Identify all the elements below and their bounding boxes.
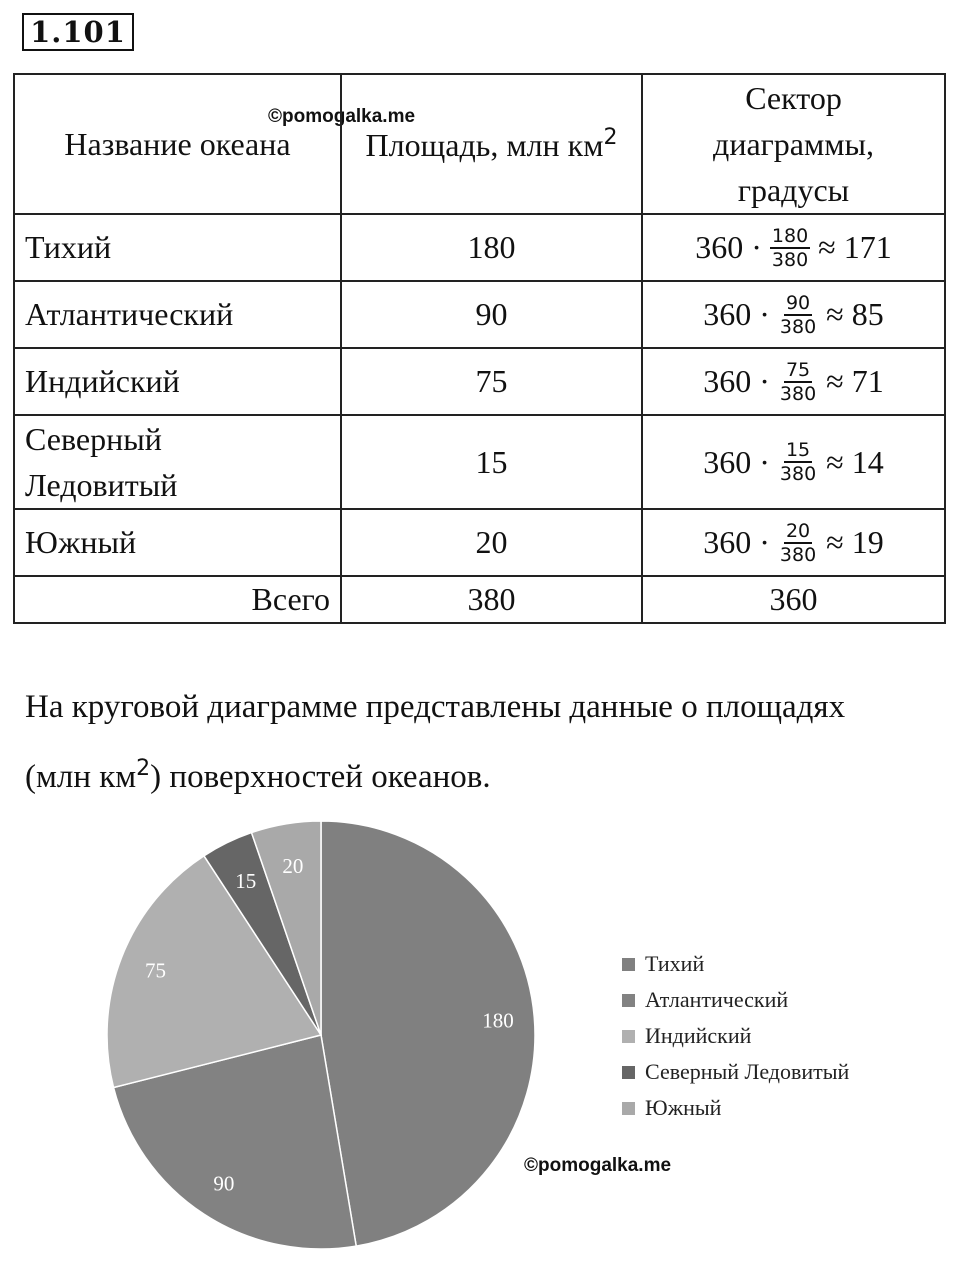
paragraph-line-2-a: (млн км	[25, 759, 137, 795]
formula-result: ≈ 171	[818, 229, 892, 265]
pie-data-label: 15	[235, 869, 257, 894]
cell-area: 15	[341, 415, 642, 509]
fraction	[770, 225, 810, 271]
header-sector-line-1: Сектор	[745, 80, 842, 116]
cell-area: 20	[341, 509, 642, 576]
cell-area: 90	[341, 281, 642, 348]
formula-result: ≈ 71	[826, 363, 884, 399]
legend-item	[622, 1018, 849, 1054]
legend-label: Северный Ледовитый	[645, 1059, 850, 1084]
legend-swatch	[622, 1030, 635, 1043]
cell-ocean-name	[14, 415, 341, 509]
legend-item	[622, 946, 849, 982]
ocean-name-line-1: Северный	[25, 421, 162, 457]
fraction-denominator: 380	[779, 382, 817, 405]
formula-result: ≈ 85	[826, 296, 884, 332]
table-row	[14, 214, 945, 281]
formula-left: 360 ·	[695, 229, 762, 265]
fraction	[778, 292, 818, 338]
header-area	[341, 74, 642, 214]
total-sector: 360	[642, 576, 945, 623]
legend-item	[622, 1054, 849, 1090]
formula-left: 360 ·	[703, 363, 770, 399]
fraction-denominator: 380	[779, 463, 817, 485]
header-name	[14, 74, 341, 214]
legend-label: Индийский	[645, 1023, 752, 1048]
header-area-sup: 2	[603, 124, 618, 150]
legend-swatch	[622, 958, 635, 971]
fraction-denominator: 380	[779, 315, 817, 338]
formula-left: 360 ·	[703, 524, 770, 560]
fraction	[778, 520, 818, 566]
fraction-numerator: 75	[785, 358, 811, 381]
fraction	[778, 359, 818, 405]
pie-data-label: 20	[282, 854, 304, 879]
cell-area: 180	[341, 214, 642, 281]
header-area-label: Площадь, млн км	[365, 126, 604, 163]
legend-label: Атлантический	[645, 987, 789, 1012]
total-label: Всего	[14, 576, 341, 623]
formula-result: ≈ 19	[826, 524, 884, 560]
pie-data-label: 90	[213, 1171, 235, 1196]
cell-ocean-name: Атлантический	[14, 281, 341, 348]
fraction-numerator: 20	[785, 519, 811, 542]
table-total-row	[14, 576, 945, 623]
ocean-name-line-2: Ледовитый	[25, 467, 178, 503]
cell-sector	[642, 348, 945, 415]
cell-area: 75	[341, 348, 642, 415]
table-header-row	[14, 74, 945, 214]
ocean-table	[13, 73, 946, 624]
paragraph-line-2-b: ) поверхностей океанов.	[150, 759, 491, 795]
cell-ocean-name: Индийский	[14, 348, 341, 415]
header-sector-line-3: градусы	[737, 172, 850, 208]
pie-data-label: 180	[482, 1008, 514, 1033]
pie-data-label: 75	[145, 958, 167, 983]
table-row	[14, 509, 945, 576]
table-row	[14, 281, 945, 348]
cell-sector	[642, 214, 945, 281]
formula-left: 360 ·	[703, 296, 770, 332]
fraction-numerator: 15	[785, 439, 811, 461]
legend-swatch	[622, 1102, 635, 1115]
legend-item	[622, 982, 849, 1018]
chart-legend	[622, 946, 849, 1126]
cell-sector	[642, 281, 945, 348]
fraction-numerator: 180	[771, 224, 809, 247]
cell-sector	[642, 509, 945, 576]
fraction-numerator: 90	[785, 291, 811, 314]
paragraph-sup: 2	[136, 756, 151, 781]
pie-slice	[321, 821, 535, 1246]
total-area: 380	[341, 576, 642, 623]
fraction-denominator: 380	[771, 248, 809, 271]
paragraph-line-1: На круговой диаграмме представлены данные о площадях	[25, 689, 846, 725]
table-row	[14, 348, 945, 415]
legend-swatch	[622, 1066, 635, 1079]
description-paragraph	[25, 676, 945, 808]
table-row	[14, 415, 945, 509]
legend-swatch	[622, 994, 635, 1007]
watermark-top: ©pomogalka.me	[268, 106, 416, 127]
formula-result: ≈ 14	[826, 443, 884, 480]
fraction-denominator: 380	[779, 543, 817, 566]
legend-label: Тихий	[645, 951, 705, 976]
formula-left: 360 ·	[703, 443, 770, 480]
problem-number: 1.101	[22, 13, 134, 51]
fraction	[778, 439, 818, 485]
legend-label: Южный	[645, 1095, 722, 1120]
header-sector-line-2: диаграммы,	[713, 126, 874, 162]
legend-item	[622, 1090, 849, 1126]
cell-sector	[642, 415, 945, 509]
cell-ocean-name: Южный	[14, 509, 341, 576]
header-sector	[642, 74, 945, 214]
cell-ocean-name: Тихий	[14, 214, 341, 281]
watermark-bottom: ©pomogalka.me	[524, 1155, 672, 1176]
header-name-label: Название океана	[64, 125, 291, 162]
